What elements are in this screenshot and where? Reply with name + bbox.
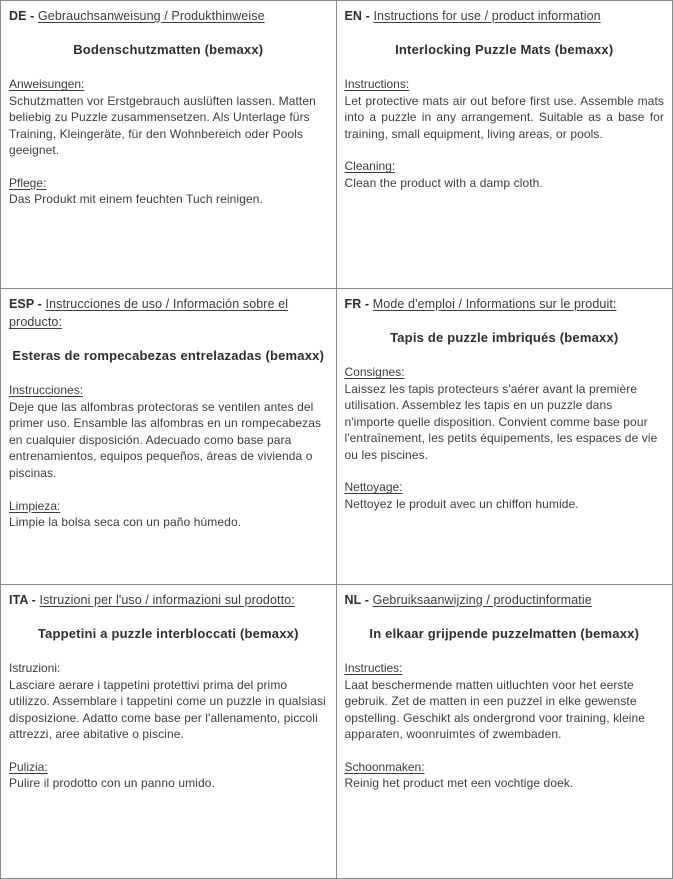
header-text-fr: Mode d'emploi / Informations sur le produit:	[372, 297, 617, 311]
section-text: Schutzmatten vor Erstgebrauch auslüften lassen. Matten beliebig zu Puzzle zusammensetzen. Als Unterlage fürs Training, Kleingeräte, für den Wohnbereich oder Pools geeignet.	[9, 93, 316, 158]
section-label: Limpieza:	[9, 498, 61, 513]
section-label: Instrucciones:	[9, 383, 84, 398]
product-title-nl: In elkaar grijpende puzzelmatten (bemaxx)	[369, 626, 640, 642]
instructions-section-fr	[345, 364, 665, 463]
instructions-section-esp	[9, 382, 328, 481]
section-text: Let protective mats air out before first use. Assemble mats into a puzzle in any arrangement. Suitable as a base for training, small equipment, living areas, or pools.	[344, 93, 664, 141]
header-text-nl: Gebruiksaanwijzing / productinformatie	[372, 593, 592, 607]
section-label: Schoonmaken:	[344, 759, 425, 774]
lang-cell-nl	[337, 585, 673, 878]
section-text: Reinig het product met een vochtige doek.	[344, 776, 574, 791]
language-code-de: DE -	[9, 9, 35, 23]
instructions-section-nl	[345, 660, 665, 743]
header-text-ita: Istruzioni per l'uso / informazioni sul prodotto:	[39, 593, 295, 607]
section-label: Pulizia:	[9, 759, 48, 774]
lang-cell-fr	[337, 289, 673, 585]
section-label: Instructions:	[344, 77, 410, 92]
cell-header-en	[345, 7, 665, 25]
cell-header-de	[9, 7, 328, 25]
lang-cell-ita	[1, 585, 337, 878]
instructions-section-en	[345, 76, 665, 142]
language-code-esp: ESP -	[9, 297, 42, 311]
section-text: Clean the product with a damp cloth.	[344, 175, 543, 190]
lang-cell-de	[1, 1, 337, 289]
language-code-fr: FR -	[344, 297, 370, 311]
product-title-fr: Tapis de puzzle imbriqués (bemaxx)	[390, 330, 619, 346]
section-label: Cleaning:	[344, 159, 396, 174]
product-title-esp: Esteras de rompecabezas entrelazadas (bemaxx)	[12, 348, 325, 364]
section-text: Pulire il prodotto con un panno umido.	[9, 776, 215, 791]
lang-cell-en	[337, 1, 673, 289]
section-label: Consignes:	[344, 365, 405, 380]
instructions-section-ita	[9, 660, 328, 743]
care-section-de	[9, 175, 328, 208]
language-code-ita: ITA -	[9, 593, 36, 607]
product-title-en: Interlocking Puzzle Mats (bemaxx)	[395, 42, 614, 58]
instructions-section-de	[9, 76, 328, 159]
header-text-en: Instructions for use / product information	[373, 9, 601, 23]
cell-header-esp	[9, 295, 328, 331]
section-text: Laissez les tapis protecteurs s'aérer avant la première utilisation. Assemblez les tapis en un puzzle dans n'importe quelle disposition. Convient comme base pour l'entraînement, les petits équipements, les espaces de vie ou les piscines.	[344, 381, 658, 462]
care-section-ita	[9, 759, 328, 792]
section-text: Laat beschermende matten uitluchten voor het eerste gebruik. Zet de matten in een puzzel in elke gewenste opstelling. Geschikt als ondergrond voor training, kleine apparaten, woonruimtes of zwembaden.	[344, 677, 646, 742]
product-title-ita: Tappetini a puzzle interbloccati (bemaxx)	[37, 626, 299, 642]
care-section-en	[345, 158, 665, 191]
section-text: Lasciare aerare i tappetini protettivi prima del primo utilizzo. Assemblare i tappetini come un puzzle in qualsiasi disposizione. Adatto come base per l'allenamento, piccoli attrezzi, aree abitative o piscine.	[9, 677, 326, 742]
lang-cell-esp	[1, 289, 337, 585]
section-label: Instructies:	[344, 661, 403, 676]
product-title-de: Bodenschutzmatten (bemaxx)	[73, 42, 264, 58]
section-label: Pflege:	[9, 175, 47, 190]
section-label: Nettoyage:	[344, 480, 403, 495]
care-section-nl	[345, 759, 665, 792]
section-text: Limpie la bolsa seca con un paño húmedo.	[9, 515, 242, 530]
section-text: Das Produkt mit einem feuchten Tuch reinigen.	[9, 192, 263, 207]
section-text: Deje que las alfombras protectoras se ventilen antes del primer uso. Ensamble las alfombras en un rompecabezas en cualquier disposición. Adecuado como base para entrenamientos, equipos pequeños, áreas de vivienda o piscinas.	[9, 399, 322, 480]
care-section-fr	[345, 479, 665, 512]
cell-header-ita	[9, 591, 328, 609]
language-code-en: EN -	[344, 9, 370, 23]
section-label: Anweisungen:	[9, 77, 85, 92]
language-code-nl: NL -	[344, 593, 369, 607]
cell-header-fr	[345, 295, 665, 313]
section-label: Istruzioni:	[9, 661, 61, 676]
care-section-esp	[9, 498, 328, 531]
header-text-de: Gebrauchsanweisung / Produkthinweise	[37, 9, 265, 23]
cell-header-nl	[345, 591, 665, 609]
section-text: Nettoyez le produit avec un chiffon humide.	[344, 496, 579, 511]
header-text-esp: Instrucciones de uso / Información sobre el producto:	[9, 297, 289, 330]
